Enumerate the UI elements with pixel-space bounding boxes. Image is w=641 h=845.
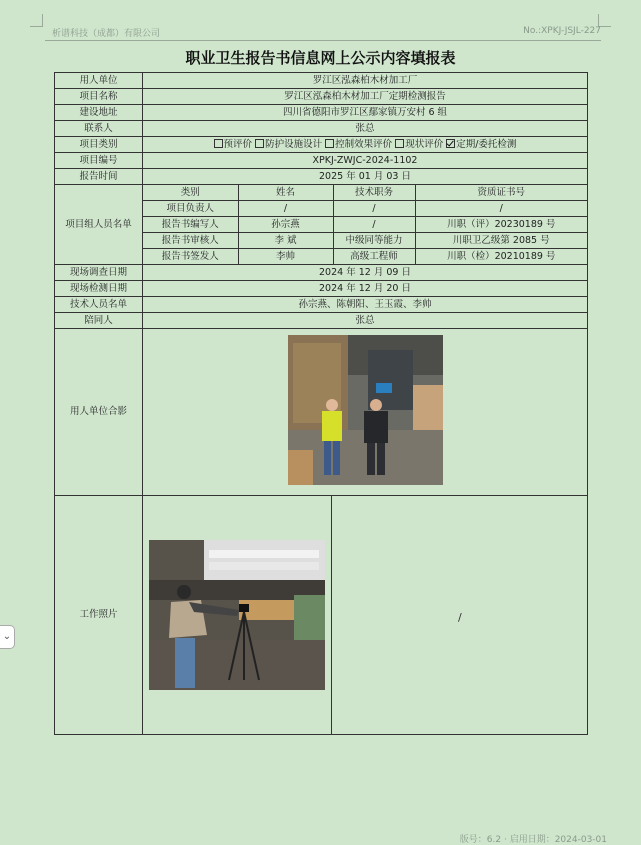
team-header-name: 姓名 [238,185,333,201]
address-value: 四川省德阳市罗江区鄢家镇万安村 6 组 [143,105,588,121]
team-cell: 报告书审核人 [143,233,238,249]
test-date-value: 2024 年 12 月 20 日 [143,281,588,297]
project-name-label: 项目名称 [55,89,143,105]
escort-value: 张总 [143,313,588,329]
row-address [55,105,588,121]
team-cell: / [415,201,587,217]
project-name-value: 罗江区泓森柏木材加工厂定期检测报告 [143,89,588,105]
row-report-date [55,169,588,185]
project-number-label: 项目编号 [55,153,143,169]
work-photo-label: 工作照片 [55,496,143,735]
address-label: 建设地址 [55,105,143,121]
row-survey-date [55,265,588,281]
report-date-label: 报告时间 [55,169,143,185]
contact-label: 联系人 [55,121,143,137]
team-cell: 川职卫乙级第 2085 号 [415,233,587,249]
row-escort [55,313,588,329]
team-header-title: 技术职务 [333,185,415,201]
team-cell: / [333,217,415,233]
checkbox-icon[interactable] [255,139,264,148]
row-employer [55,73,588,89]
checkbox-icon[interactable] [325,139,334,148]
paragraph-mark-icon: / [458,611,462,624]
team-label: 项目组人员名单 [55,185,143,265]
work-photo-cell [143,496,332,734]
group-photo [288,335,443,485]
row-test-date [55,281,588,297]
group-photo-label: 用人单位合影 [55,329,143,496]
team-cell: 川职（检）20210189 号 [447,250,556,262]
table-row [143,233,587,249]
team-cell: 高级工程师 [333,249,415,265]
test-date-label: 现场检测日期 [55,281,143,297]
survey-date-label: 现场调查日期 [55,265,143,281]
team-cell: 李 斌 [238,233,333,249]
work-photo [149,540,325,690]
crop-mark-top-left [30,14,43,27]
checked-checkbox-icon[interactable] [446,139,455,148]
tech-staff-value: 孙宗燕、陈朝阳、王玉霞、李帅 [143,297,588,313]
team-cell: 报告书编写人 [143,217,238,233]
row-project-type [55,137,588,153]
team-cell: 李帅 [238,249,333,265]
option-control-evaluation[interactable]: 控制效果评价 [325,139,392,150]
work-photo-empty-cell [332,496,587,734]
option-periodic-testing[interactable]: 定期/委托检测 [446,139,516,150]
team-cell: / [238,201,333,217]
row-project-name [55,89,588,105]
option-protection-design[interactable]: 防护设施设计 [255,139,322,150]
project-number-value: XPKJ-ZWJC-2024-1102 [143,153,588,169]
row-work-photo [55,496,588,735]
row-tech-staff [55,297,588,313]
team-header-category: 类别 [143,185,238,201]
footer-version: 版号：6.2 · 启用日期：2024-03-01 [459,835,607,845]
team-table [143,185,587,264]
header-rule [45,40,601,41]
option-pre-evaluation[interactable]: 预评价 [214,139,253,150]
group-photo-image [288,335,443,485]
employer-label: 用人单位 [55,73,143,89]
employer-value: 罗江区泓森柏木材加工厂 [143,73,588,89]
disclosure-form-table [54,72,588,735]
team-header-cert: 资质证书号 [415,185,587,201]
report-date-value: 2025 年 01 月 03 日 [143,169,588,185]
escort-label: 陪同人 [55,313,143,329]
document-title: 职业卫生报告书信息网上公示内容填报表 [185,49,456,67]
option-status-evaluation[interactable]: 现状评价 [395,139,443,150]
work-photo-image [149,540,325,690]
checkbox-icon[interactable] [395,139,404,148]
row-team [55,185,588,265]
row-contact [55,121,588,137]
team-header-row [143,185,587,201]
team-cell: 项目负责人 [143,201,238,217]
header-company: 析谱科技（成都）有限公司 [52,29,161,39]
table-row [143,217,587,233]
chevron-down-icon[interactable]: ⌄ [0,625,15,649]
header-doc-number: No.:XPKJ-JSJL-227 [523,26,601,36]
team-cell: / [333,201,415,217]
project-type-label: 项目类别 [55,137,143,153]
team-cell: 报告书签发人 [143,249,238,265]
table-row [143,249,587,265]
team-cell: 孙宗燕 [238,217,333,233]
tech-staff-label: 技术人员名单 [55,297,143,313]
survey-date-value: 2024 年 12 月 09 日 [143,265,588,281]
project-type-options [143,137,588,153]
team-cell: 中级同等能力 [333,233,415,249]
row-group-photo [55,329,588,496]
checkbox-icon[interactable] [214,139,223,148]
row-project-number [55,153,588,169]
contact-value: 张总 [143,121,588,137]
table-row [143,201,587,217]
team-cell: 川职（评）20230189 号 [415,217,587,233]
